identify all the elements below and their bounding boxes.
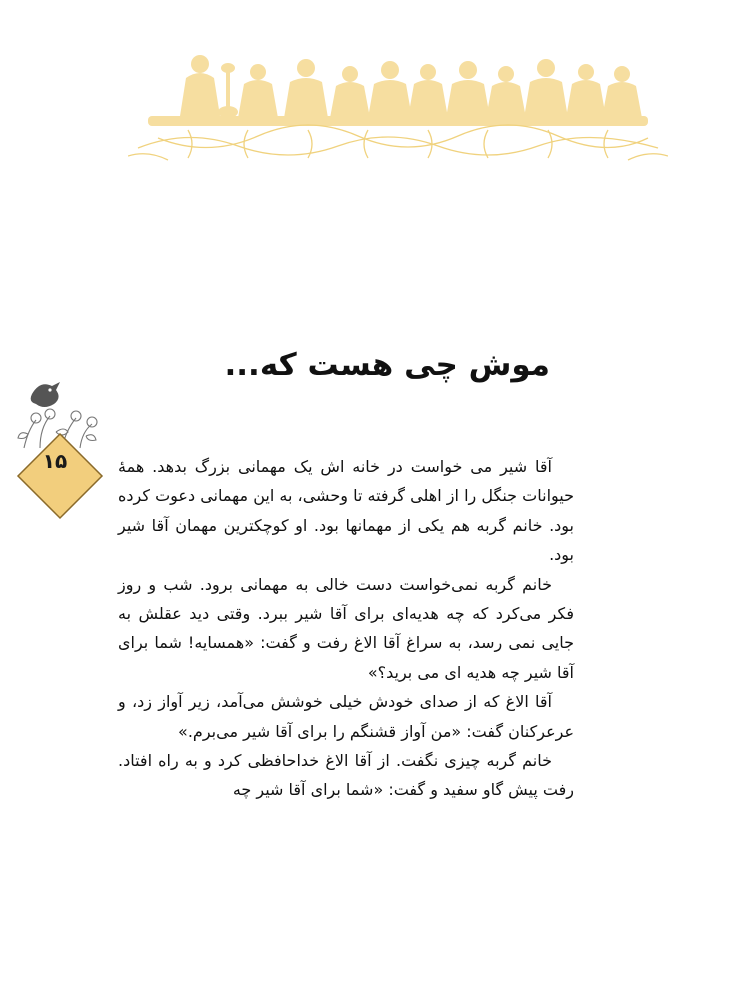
story-text: [118, 452, 574, 805]
chapter-badge: [10, 372, 110, 522]
story-paragraph: خانم گربه چیزی نگفت. از آقا الاغ خداحافظی کرد و به راه افتاد. رفت پیش گاو سفید و گفت: «شما برای آقا شیر چه: [118, 751, 574, 800]
header-illustration: [128, 38, 668, 173]
bird-icon: [31, 382, 60, 407]
chapter-title: موش چی هست که...: [224, 347, 550, 383]
story-paragraph: آقا الاغ که از صدای خودش خیلی خوشش می‌آمد، زیر آواز زد، و عرعرکنان گفت: «من آواز قشنگم را برای آقا شیر می‌برم.»: [118, 692, 574, 741]
story-paragraph: آقا شیر می خواست در خانه اش یک مهمانی بزرگ بدهد. همهٔ حیوانات جنگل را از اهلی گرفته تا وحشی، به این مهمانی دعوت کرده بود. خانم گربه هم یکی از مهمانها بود. او کوچکترین مهمان آقا شیر بود.: [118, 457, 574, 565]
chapter-number: ۱۵: [42, 449, 68, 473]
story-paragraph: خانم گربه نمی‌خواست دست خالی به مهمانی برود. شب و روز فکر می‌کرد که چه هدیه‌ای برای آقا شیر ببرد. وقتی دید عقلش به جایی نمی رسد، به سراغ آقا الاغ رفت و گفت: «همسایه! شما برای آقا شیر چه هدیه ای می برید؟»: [118, 574, 574, 682]
